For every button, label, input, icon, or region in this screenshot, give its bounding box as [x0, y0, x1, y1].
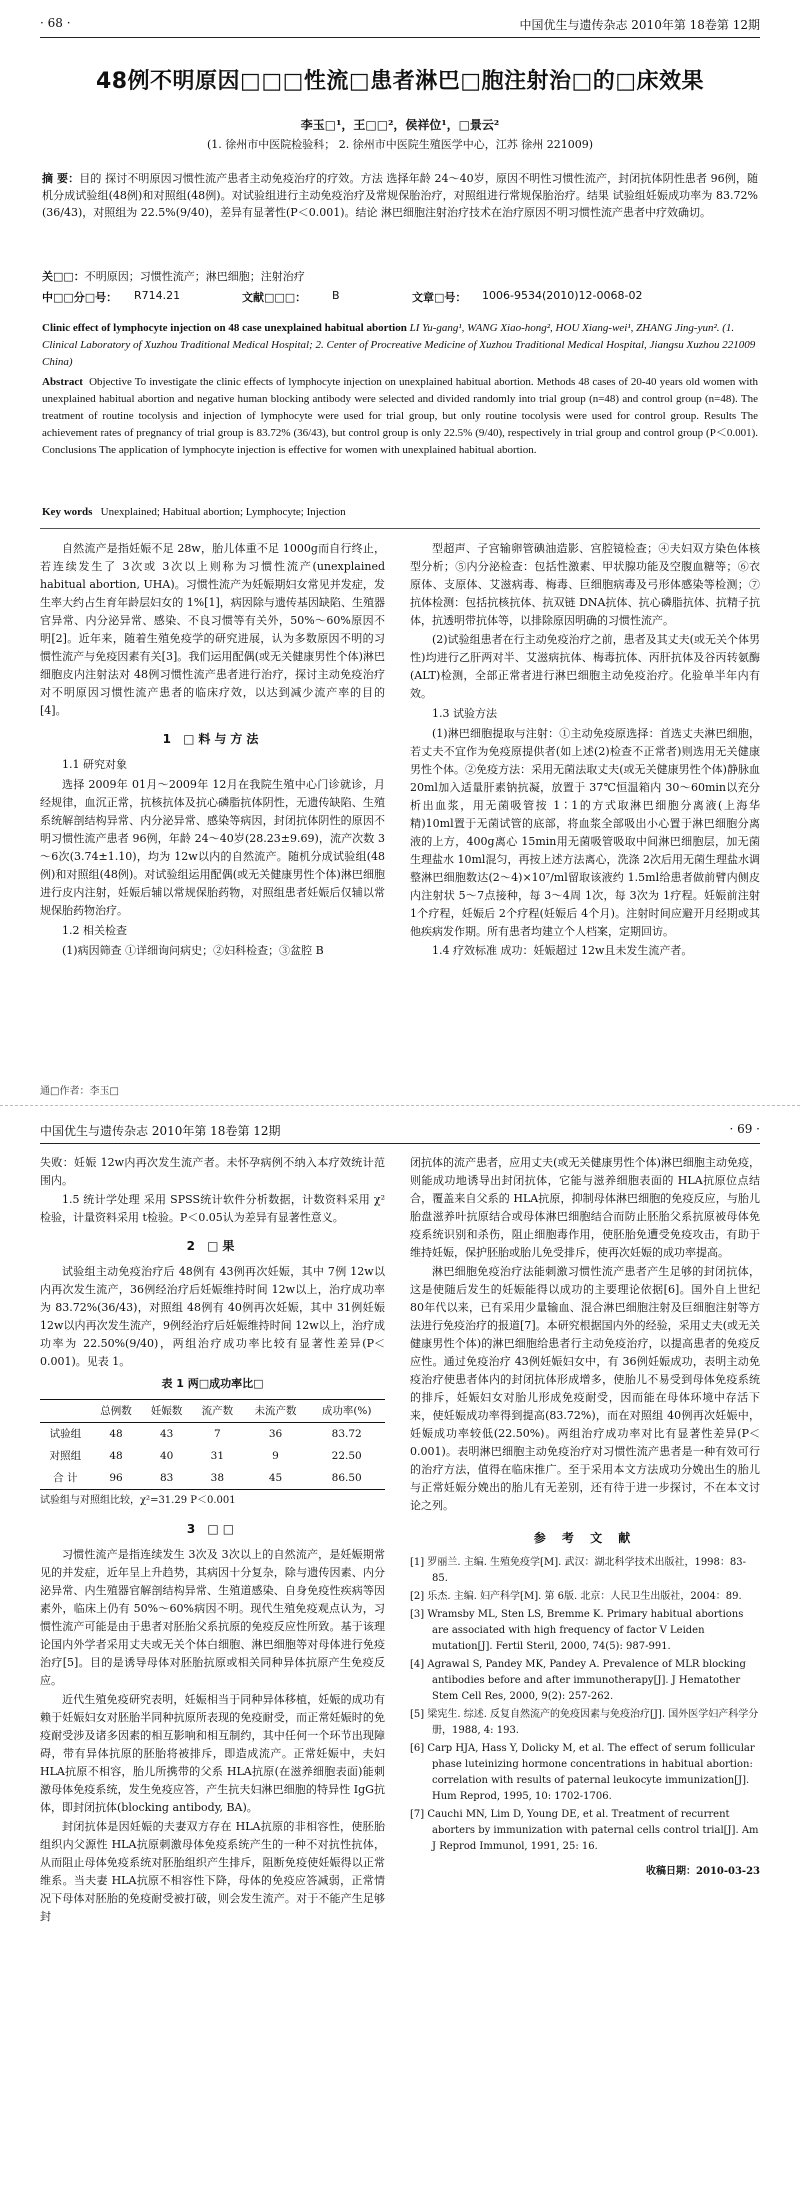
article-id-value: 1006-9534(2010)12-0068-02 — [482, 289, 643, 302]
discussion-paragraph: 闭抗体的流产患者，应用丈夫(或无关健康男性个体)淋巴细胞主动免疫，则能成功地诱导出封闭抗体，它能与滋养细胞表面的 HLA抗原位点结合，覆盖来自父系的 HLA抗原，抑制母体淋巴细胞的免疫反应，与胎儿胎盘滋养叶抗原结合或母体淋巴细胞结合而防止胚胎父系抗原被母体免疫系统识别和杀伤，阻止细胞毒作用，使胚胎免遭受免疫攻击，有助于维持妊娠，保护胚胎或胎儿免受排斥，使再次妊娠的成功率提高。 — [410, 1156, 760, 1259]
body-paragraph: 型超声、子宫输卵管碘油造影、宫腔镜检查；④夫妇双方染色体核型分析；⑤内分泌检查：包括性激素、甲状腺功能及空腹血糖等；⑥衣原体、支原体、艾滋病毒、梅毒、巨细胞病毒及弓形体感染等检测；⑦抗体检测：包括抗核抗体、抗双链 DNA抗体、抗心磷脂抗体、抗精子抗体，抗透明带抗体等，以排除原因明确的习惯性流产。 — [410, 542, 760, 627]
table-cell: 86.50 — [331, 1472, 362, 1484]
body-paragraph: (2)试验组患者在行主动免疫治疗之前，患者及其丈夫(或无关个体男性)均进行乙肝两对半、艾滋病抗体、梅毒抗体、丙肝抗体及谷丙转氨酶(ALT)检测，全部正常者进行淋巴细胞主动免疫治疗。化验单半年内有效。 — [410, 633, 760, 700]
reference-item: [1] 罗丽兰. 主编. 生殖免疫学[M]. 武汉：湖北科学技术出版社，1998：83-85. — [410, 1557, 747, 1584]
right-column — [410, 540, 760, 961]
running-header — [40, 12, 760, 38]
english-title-block — [42, 320, 758, 371]
section-heading: 1 □料与方法 — [162, 732, 263, 746]
table-cell: 22.50 — [331, 1450, 362, 1462]
table-cell: 48 — [109, 1428, 123, 1440]
page-number: · 69 · — [729, 1122, 760, 1136]
table-header-row — [40, 1400, 385, 1423]
reference-item: [4] Agrawal S, Pandey MK, Pandey A. Prevalence of MLR blocking antibodies before and after immunotherapy[J]. J Hematother Stem Cell Res, 2000, 9(2): 257-262. — [410, 1659, 746, 1702]
reference-item: [2] 乐杰. 主编. 妇产科学[M]. 第 6版. 北京：人民卫生出版社，2004：89. — [410, 1591, 742, 1602]
discussion-paragraph: 习惯性流产是指连续发生 3次及 3次以上的自然流产，是妊娠期常见的并发症，近年呈上升趋势，其病因十分复杂，除与遗传因素、内分泌异常、内生殖器官解剖结构异常、生殖道感染、自身免疫性疾病等因素外，临床上仍有 50%～60%病因不明。现代生殖免疫观点认为，习惯性流产可能是由于患者对胚胎父系抗原的免疫反应性所致。基于该理论国内外学者采用丈夫或无关个体白细胞、淋巴细胞等对母体进行免疫治疗[5]。目的是诱导母体对胚胎抗原或相关同种异体抗原产生免疫反应。 — [40, 1548, 385, 1687]
abstract-label: 摘 要： — [42, 172, 80, 185]
english-abstract-label: Abstract — [42, 376, 83, 388]
section-heading: 3 □□ — [186, 1522, 239, 1536]
keywords-label: 关□□： — [42, 270, 85, 283]
subsection-heading: 1.3 试验方法 — [432, 707, 497, 720]
clc-value: R714.21 — [134, 289, 181, 302]
keywords-text: 不明原因；习惯性流产；淋巴细胞；注射治疗 — [84, 270, 305, 283]
discussion-paragraph: 淋巴细胞免疫治疗法能刺激习惯性流产患者产生足够的封闭抗体，这是使随后发生的妊娠能得以成功的主要理论依据[6]。国外自上世纪 80年代以来，已有采用少量输血、混合淋巴细胞注射及巨细胞注射等方法进行免疫治疗的报道[7]。本研究根据国内外的经验，采用丈夫(或无关健康男性个体)的淋巴细胞给患者行主动免疫治疗，以提高患者的免疫反应性。通过免疫治疗 43例妊娠妇女中，有 36例妊娠成功，表明主动免疫治疗使患者体内的封闭抗体形成增多，使胎儿不易受到母体免疫系统的排斥，妊娠妇女对胎儿形成免疫耐受，因而能在母体环境中存活下来，使妊娠成功率得到提高(83.72%)，而在对照组 40例再次妊娠中，妊娠成功率较低(22.50%)。两组治疗成功率对比有显著性差异(P＜0.001)。表明淋巴细胞主动免疫治疗对习惯性流产患者是一种有效可行的治疗方法，值得在临床推广。至于采用本文方法成功分娩出生的胎儿与正常妊娠分娩出的胎儿有无差别，还有待于进一步探讨，不在本文讨论之列。 — [410, 1265, 760, 1512]
corresponding-author-footnote: 通□作者：李玉□ — [40, 1086, 119, 1097]
english-abstract-text: Objective To investigate the clinic effects of lymphocyte injection on unexplained habitual abortion. Methods 48 cases of 20-40 years old women with unexplained habitual abortion and negative human blocking antibody were selected and divided randomly into trial group (n=48) and control group (n=48). The treatment of routine tocolysis and injection of lymphocyte were used for trial group, but only routine tocolysis were used for control group. Results The achievement rates of pregnancy of trial group is 83.72% (36/43), but control group is only 22.5% (9/40), respectively in trial group and control group (P＜0.001). Conclusions The application of lymphocyte injection is effective for women with unexplained habitual abortion. — [42, 376, 759, 456]
table-cell: 43 — [159, 1428, 174, 1440]
right-column — [410, 1154, 760, 1881]
table-caption: 表 1 两□成功率比□ — [161, 1377, 264, 1390]
table-cell: 83 — [159, 1472, 174, 1484]
english-abstract — [42, 374, 758, 459]
reference-list — [410, 1555, 760, 1855]
table-header-cell — [40, 1400, 91, 1423]
author-list: 李玉□¹，王□□²，侯祥位¹，□景云² — [300, 118, 500, 132]
intro-paragraph: 自然流产是指妊娠不足 28w，胎儿体重不足 1000g而自行终止，若连续发生了 3次或 3次以上则称为习惯性流产(unexplained habitual abortion, UHA)。习惯性流产为妊娠期妇女常见并发症，发生率大约占生育年龄层妇女的 1%[1]，病因除与遗传基因缺陷、生殖器官异常、内分泌异常、感染、不良习惯等有关外，50%～60%原因不明[2]。近年来，随着生殖免疫学的研究进展，认为多数原因不明的习惯性流产与免疫因素有关[3]。我们运用配偶(或无关健康男性个体)淋巴细胞皮内注射法对 48例习惯性流产患者进行治疗，探讨主动免疫治疗对不明原因习惯性流产患者的临床疗效，以达到减少流产率的目的[4]。 — [40, 542, 385, 717]
divider — [40, 528, 760, 529]
keywords-cn — [42, 268, 758, 285]
received-date: 收稿日期：2010-03-23 — [646, 1866, 760, 1877]
english-keywords — [42, 506, 758, 518]
table-cell: 31 — [210, 1450, 225, 1462]
table-header-cell: 流产数 — [201, 1405, 234, 1417]
table-cell: 7 — [214, 1428, 221, 1440]
reference-item: [3] Wramsby ML, Sten LS, Bremme K. Primary habitual abortions are associated with high frequency of factor V Leiden mutation[J]. Fertil Steril, 2000, 74(5): 987-991. — [410, 1609, 744, 1652]
table-cell: 9 — [272, 1450, 279, 1462]
table-cell: 38 — [210, 1472, 225, 1484]
abstract-cn — [42, 170, 758, 221]
table-cell: 45 — [268, 1472, 283, 1484]
clc-label: 中□□分□号： — [42, 291, 118, 304]
english-authors: LI Yu-gang¹, WANG Xiao-hong², HOU Xiang-wei¹, ZHANG Jing-yun². (1. Clinical Laboratory of Xuzhou Traditional Medical Hospital; 2. Center of Procreative Medicine of Xuzhou Traditional Medical Hospital, Jiangsu Xuzhou 221009 China) — [42, 322, 756, 368]
journal-name: 中国优生与遗传杂志 2010年第 18卷第 12期 — [519, 18, 760, 32]
doc-code-label: 文献□□□： — [242, 291, 307, 304]
article-id-label: 文章□号： — [412, 291, 467, 304]
table-note: 试验组与对照组比较，χ²=31.29 P＜0.001 — [40, 1495, 236, 1506]
left-column — [40, 540, 385, 961]
results-paragraph: 试验组主动免疫治疗后 48例有 43例再次妊娠，其中 7例 12w以内再次发生流产，36例经治疗后妊娠维持时间 12w以上，治疗成功率为 83.72%(36/43)，对照组 48例有 40例再次妊娠，其中 31例妊娠 12w以内再次发生流产，9例经治疗后妊娠维持时间 12w以上，治疗成功率为 22.50%(9/40)，两组治疗成功率比较有显著性差异(P＜0.001)。见表 1。 — [40, 1265, 385, 1368]
running-header — [40, 1118, 760, 1144]
table-cell: 试验组 — [49, 1428, 82, 1440]
table-header-cell: 未流产数 — [254, 1405, 297, 1417]
english-title: Clinic effect of lymphocyte injection on 48 case unexplained habitual abortion — [42, 322, 407, 334]
body-paragraph: (1)病因筛查 ①详细询问病史；②妇科检查；③盆腔 B — [62, 944, 324, 957]
body-paragraph: 1.5 统计学处理 采用 SPSS统计软件分析数据，计数资料采用 χ²检验，计量资料采用 t检验。P＜0.05认为差异有显著性意义。 — [40, 1193, 385, 1224]
table-cell: 48 — [109, 1450, 123, 1462]
table-row — [40, 1467, 385, 1490]
body-paragraph: 1.4 疗效标准 成功：妊娠超过 12w且未发生流产者。 — [432, 944, 693, 957]
references-heading: 参 考 文 献 — [533, 1531, 637, 1545]
journal-name: 中国优生与遗传杂志 2010年第 18卷第 12期 — [40, 1124, 281, 1138]
page-69 — [0, 1105, 800, 2210]
doc-code-value: B — [332, 289, 340, 302]
discussion-paragraph: 封闭抗体是因妊娠的夫妻双方存在 HLA抗原的非相容性，使胚胎组织内父源性 HLA抗原刺激母体免疫系统产生的一种不对抗性抗体，从而阻止母体免疫系统对胚胎组织产生排斥，阻断免疫使妊娠得以正常维系。当夫妻 HLA抗原不相容性下降，母体的免疫应答减弱，正常情况下母体对胚胎的免疫耐受被打破，则会发生流产。对于不能产生足够封 — [40, 1820, 385, 1923]
page-number: · 68 · — [40, 16, 71, 30]
left-column — [40, 1154, 385, 1927]
discussion-paragraph: 近代生殖免疫研究表明，妊娠相当于同种异体移植，妊娠的成功有赖于妊娠妇女对胚胎半同种抗原所表现的免疫耐受，而正常妊娠时的免疫耐受涉及诸多因素的相互影响和相互制约，其中任何一个环节出现障碍，带有异体抗原的胚胎将被排斥，即造成流产。正常妊娠中，夫妇 HLA抗原不相容，胎儿所携带的父系 HLA抗原(在滋养细胞表面)能刺激母体免疫系统，发生免疫应答，产生抗夫妇淋巴细胞的特异性 IgG抗体，即封闭抗体(blocking antibody, BA)。 — [40, 1693, 385, 1814]
table-header-cell: 总例数 — [100, 1405, 132, 1417]
table-cell: 对照组 — [49, 1450, 82, 1462]
table-header-cell: 成功率(%) — [321, 1405, 372, 1417]
reference-item: [6] Carp HJA, Hass Y, Dolicky M, et al. The effect of serum follicular phase luteinizing hormone concentrations in habitual abortion: correlation with results of paternal leukocyte immunization[J]. Hum Reprod, 1995, 10: 1702-1706. — [410, 1743, 755, 1802]
table-cell: 合 计 — [53, 1472, 78, 1484]
paper-title: 48例不明原因□□□性流□患者淋巴□胞注射治□的□床效果 — [95, 69, 705, 94]
subsection-heading: 1.1 研究对象 — [62, 758, 127, 771]
table-row — [40, 1423, 385, 1446]
english-keywords-label: Key words — [42, 506, 93, 518]
table-cell: 36 — [268, 1428, 283, 1440]
body-paragraph: 选择 2009年 01月～2009年 12月在我院生殖中心门诊就诊，月经规律，血沉正常，抗核抗体及抗心磷脂抗体阴性，无遗传缺陷、生殖系统解剖结构异常、内分泌异常、感染等病因，封闭抗体阴性的原因不明习惯性流产患者 96例，年龄 24～40岁(28.23±9.69)，流产次数 3～6次(3.74±1.10)，均为 12w以内的自然流产。随机分成试验组(48例)和对照组(48例)。对试验组运用配偶(或无关健康男性个体)淋巴细胞进行皮内注射，妊娠后辅以常规保胎药物，对照组患者妊娠后仅辅以常规保胎药物治疗。 — [40, 778, 385, 917]
body-paragraph: (1)淋巴细胞提取与注射：①主动免疫原选择：首选丈夫淋巴细胞，若丈夫不宜作为免疫原提供者(如上述(2)检查不正常者)则选用无关健康男性个体。②免疫方法：采用无菌法取丈夫(或无关健康男性个体)静脉血 20ml加入适量肝素钠抗凝，放置于 37℃恒温箱内 30～60min以充分析出血浆，用无菌吸管按 1∶1的方式取淋巴细胞分离液(上海华精)10ml置于无菌试管的底部，将血浆全部吸出小心置于淋巴细胞分离液的上方，400g离心 15min用无菌吸管吸取中间淋巴细胞层，加无菌生理盐水 10ml混匀，再按上述方法离心，洗涤 2次后用无菌生理盐水调整淋巴细胞数达(2～4)×10⁷/ml留取该液约 1.5ml给患者做前臂内侧皮内注射状 5～7点接种，每 3～4周 1次，每 3次为 1疗程。妊娠前注射 1个疗程，妊娠后 2个疗程(妊娠后 4个月)。注射时间应避开月经期或其他疾病发作期。所有患者均建立个人档案，定期回访。 — [410, 727, 760, 938]
abstract-text: 目的 探讨不明原因习惯性流产患者主动免疫治疗的疗效。方法 选择年龄 24～40岁，原因不明性习惯性流产，封闭抗体阴性患者 96例，随机分成试验组(48例)和对照组(48例)。对试验组进行主动免疫治疗及常规保胎治疗，对照组进行常规保胎治疗。结果 试验组妊娠成功率为 83.72%(36/43)，对照组为 22.5%(9/40)，差异有显著性(P＜0.001)。结论 淋巴细胞注射治疗技术在治疗原因不明习惯性流产患者中疗效确切。 — [42, 172, 758, 219]
table-cell: 40 — [159, 1450, 174, 1462]
table-row — [40, 1445, 385, 1467]
table-cell: 96 — [109, 1472, 123, 1484]
affiliations: (1. 徐州市中医院检验科； 2. 徐州市中医院生殖医学中心，江苏 徐州 221009) — [206, 138, 594, 151]
table-header-cell: 妊娠数 — [150, 1405, 183, 1417]
english-keywords-text: Unexplained; Habitual abortion; Lymphocyte; Injection — [100, 506, 346, 518]
table-cell: 83.72 — [331, 1428, 362, 1440]
subsection-heading: 1.2 相关检查 — [62, 924, 127, 937]
body-paragraph: 失败：妊娠 12w内再次发生流产者。未怀孕病例不纳入本疗效统计范围内。 — [40, 1156, 385, 1187]
section-heading: 2 □果 — [186, 1239, 239, 1253]
reference-item: [5] 梁宪生. 综述. 反复自然流产的免疫因素与免疫治疗[J]. 国外医学妇产科学分册，1988, 4: 193. — [410, 1709, 759, 1736]
reference-item: [7] Cauchi MN, Lim D, Young DE, et al. Treatment of recurrent aborters by immunization with paternal cells control trial[J]. Am J Reprod Immunol, 1991, 25: 16. — [410, 1809, 759, 1852]
results-table — [40, 1399, 385, 1490]
